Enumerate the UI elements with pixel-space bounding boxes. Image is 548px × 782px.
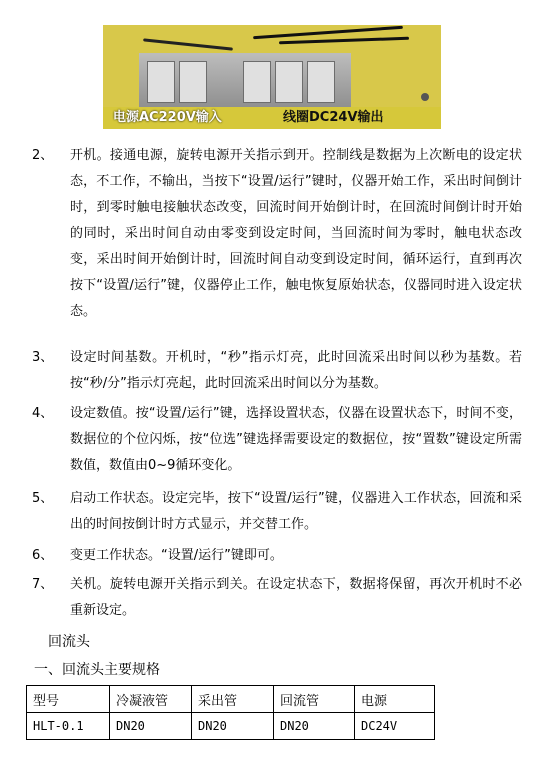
step-text: 启动工作状态。设定完毕，按下“设置/运行”键，仪器进入工作状态，回流和采出的时间按倒计时方式显示，并交替工作。 bbox=[70, 491, 522, 532]
step-number: 7、 bbox=[32, 577, 54, 592]
terminal-block bbox=[243, 61, 271, 103]
table-cell: HLT-0.1 bbox=[27, 713, 110, 740]
photo-caption-banner bbox=[103, 107, 441, 129]
black-wire bbox=[143, 38, 233, 50]
step-text: 设定时间基数。开机时，“秒”指示灯亮，此时回流采出时间以秒为基数。若按“秒/分”指示灯亮起，此时回流采出时间以分为基数。 bbox=[70, 350, 522, 391]
table-header-cell: 回流管 bbox=[274, 686, 355, 713]
photo-caption-power-input: 电源AC220V输入 bbox=[113, 110, 222, 125]
step-number: 3、 bbox=[32, 350, 54, 365]
photo-caption-coil-output: 线圈DC24V输出 bbox=[283, 110, 384, 125]
step-5 bbox=[32, 486, 522, 538]
step-number: 4、 bbox=[32, 406, 54, 421]
table-header-row bbox=[27, 686, 435, 713]
step-3 bbox=[32, 345, 522, 397]
step-number: 6、 bbox=[32, 548, 54, 563]
table-header-cell: 电源 bbox=[355, 686, 435, 713]
step-7 bbox=[32, 572, 522, 624]
table-cell: DN20 bbox=[110, 713, 192, 740]
din-rail-mount bbox=[139, 53, 351, 109]
step-2 bbox=[32, 143, 522, 325]
terminal-block bbox=[179, 61, 207, 103]
spec-table bbox=[26, 685, 435, 740]
terminal-block bbox=[275, 61, 303, 103]
table-header-cell: 冷凝液管 bbox=[110, 686, 192, 713]
step-text: 变更工作状态。“设置/运行”键即可。 bbox=[70, 548, 283, 563]
table-cell: DN20 bbox=[192, 713, 274, 740]
step-number: 5、 bbox=[32, 491, 54, 506]
terminal-block bbox=[147, 61, 175, 103]
relay-terminal-photo bbox=[103, 25, 441, 129]
step-text: 关机。旋转电源开关指示到关。在设定状态下，数据将保留，再次开机时不必重新设定。 bbox=[70, 577, 522, 618]
table-header-cell: 采出管 bbox=[192, 686, 274, 713]
step-text: 设定数值。按“设置/运行”键，选择设置状态，仪器在设置状态下，时间不变，数据位的个位闪烁，按“位选”键选择需要设定的数据位，按“置数”键设定所需数值，数值由0~9循环变化。 bbox=[70, 406, 522, 473]
step-text: 开机。接通电源，旋转电源开关指示到开。控制线是数据为上次断电的设定状态，不工作，不输出，当按下“设置/运行”键时，仪器开始工作，采出时间倒计时，到零时触电接触状态改变，回流时间开始倒计时，在回流时间倒计时开始的同时，采出时间自动由零变到设定时间，当回流时间为零时，触电状态改变，采出时间开始倒计时，回流时间自动变到设定时间，循环运行，直到再次按下“设置/运行”键，仪器停止工作，触电恢复原始状态，仪器同时进入设定状态。 bbox=[70, 148, 522, 319]
subsection-title: 一、回流头主要规格 bbox=[34, 662, 160, 678]
table-header-cell: 型号 bbox=[27, 686, 110, 713]
table-row bbox=[27, 713, 435, 740]
section-title: 回流头 bbox=[48, 634, 90, 650]
screw-icon bbox=[421, 93, 429, 101]
step-number: 2、 bbox=[32, 148, 54, 163]
terminal-block bbox=[307, 61, 335, 103]
table-cell: DC24V bbox=[355, 713, 435, 740]
step-4 bbox=[32, 401, 522, 479]
table-cell: DN20 bbox=[274, 713, 355, 740]
black-wire bbox=[279, 37, 409, 45]
step-6 bbox=[32, 543, 522, 569]
